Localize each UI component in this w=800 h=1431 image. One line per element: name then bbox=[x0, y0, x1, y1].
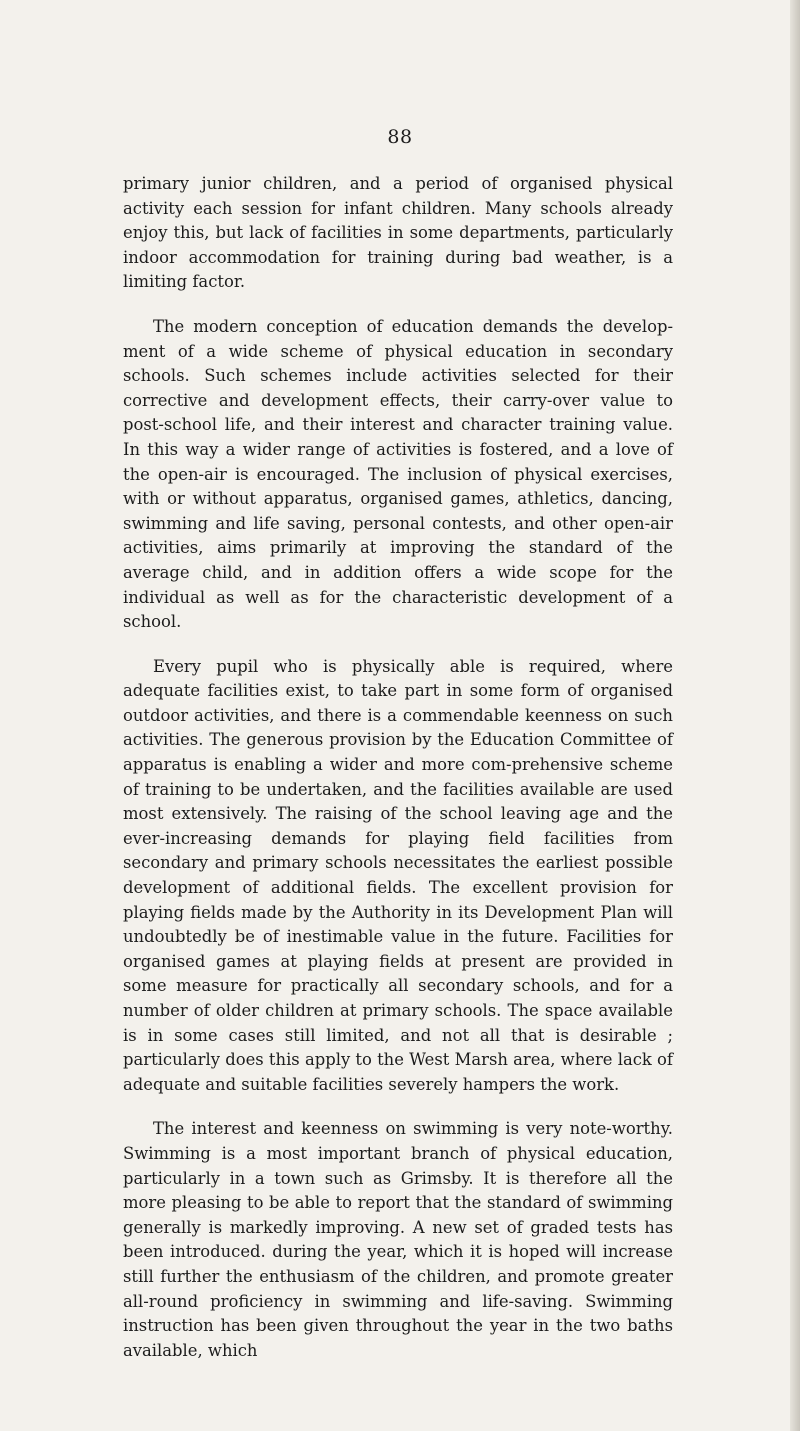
page-edge bbox=[790, 0, 800, 1431]
paragraph-3: Every pupil who is physically able is required, where adequate facilities exist, to take part in some form of organised outdoor activities, and there is a commendable keenness on such activities. The generous provision by the Education Committee of apparatus is enabling a wider and more com-prehensive scheme of training to be undertaken, and the facilities available are used most extensively. The raising of the school leaving age and the ever-increasing demands for playing field facilities from secondary and primary schools necessitates the earliest possible development of additional fields. The excellent provision for playing fields made by the Authority in its Development Plan will undoubtedly be of inestimable value in the future. Facilities for organised games at playing fields at present are provided in some measure for practically all secondary schools, and for a number of older children at primary schools. The space available is in some cases still limited, and not all that is desirable ; particularly does this apply to the West Marsh area, where lack of adequate and suitable facilities severely hampers the work. bbox=[123, 656, 673, 1094]
document-body bbox=[123, 172, 673, 1363]
page-number: 88 bbox=[387, 126, 413, 148]
paragraph-2: The modern conception of education demands the develop-ment of a wide scheme of physical education in secondary schools. Such schemes include activities selected for their corrective and development effects, their carry-over value to post-school life, and their interest and character training value. In this way a wider range of activities is fostered, and a love of the open-air is encouraged. The inclusion of physical exercises, with or without apparatus, organised games, athletics, dancing, swimming and life saving, personal contests, and other open-air activities, aims primarily at improving the standard of the average child, and in addition offers a wide scope for the individual as well as for the characteristic development of a school. bbox=[123, 316, 673, 632]
paragraph-1: primary junior children, and a period of organised physical activity each session for infant children. Many schools already enjoy this, but lack of facilities in some departments, particularly indoor accommodation for training during bad weather, is a limiting factor. bbox=[123, 174, 673, 292]
paragraph-4: The interest and keenness on swimming is very note-worthy. Swimming is a most important branch of physical education, particularly in a town such as Grimsby. It is therefore all the more pleasing to be able to report that the standard of swimming generally is markedly improving. A new set of graded tests has been introduced. during the year, which it is hoped will increase still further the enthusiasm of the children, and promote greater all-round proficiency in swimming and life-saving. Swimming instruction has been given throughout the year in the two baths available, which bbox=[123, 1119, 673, 1360]
